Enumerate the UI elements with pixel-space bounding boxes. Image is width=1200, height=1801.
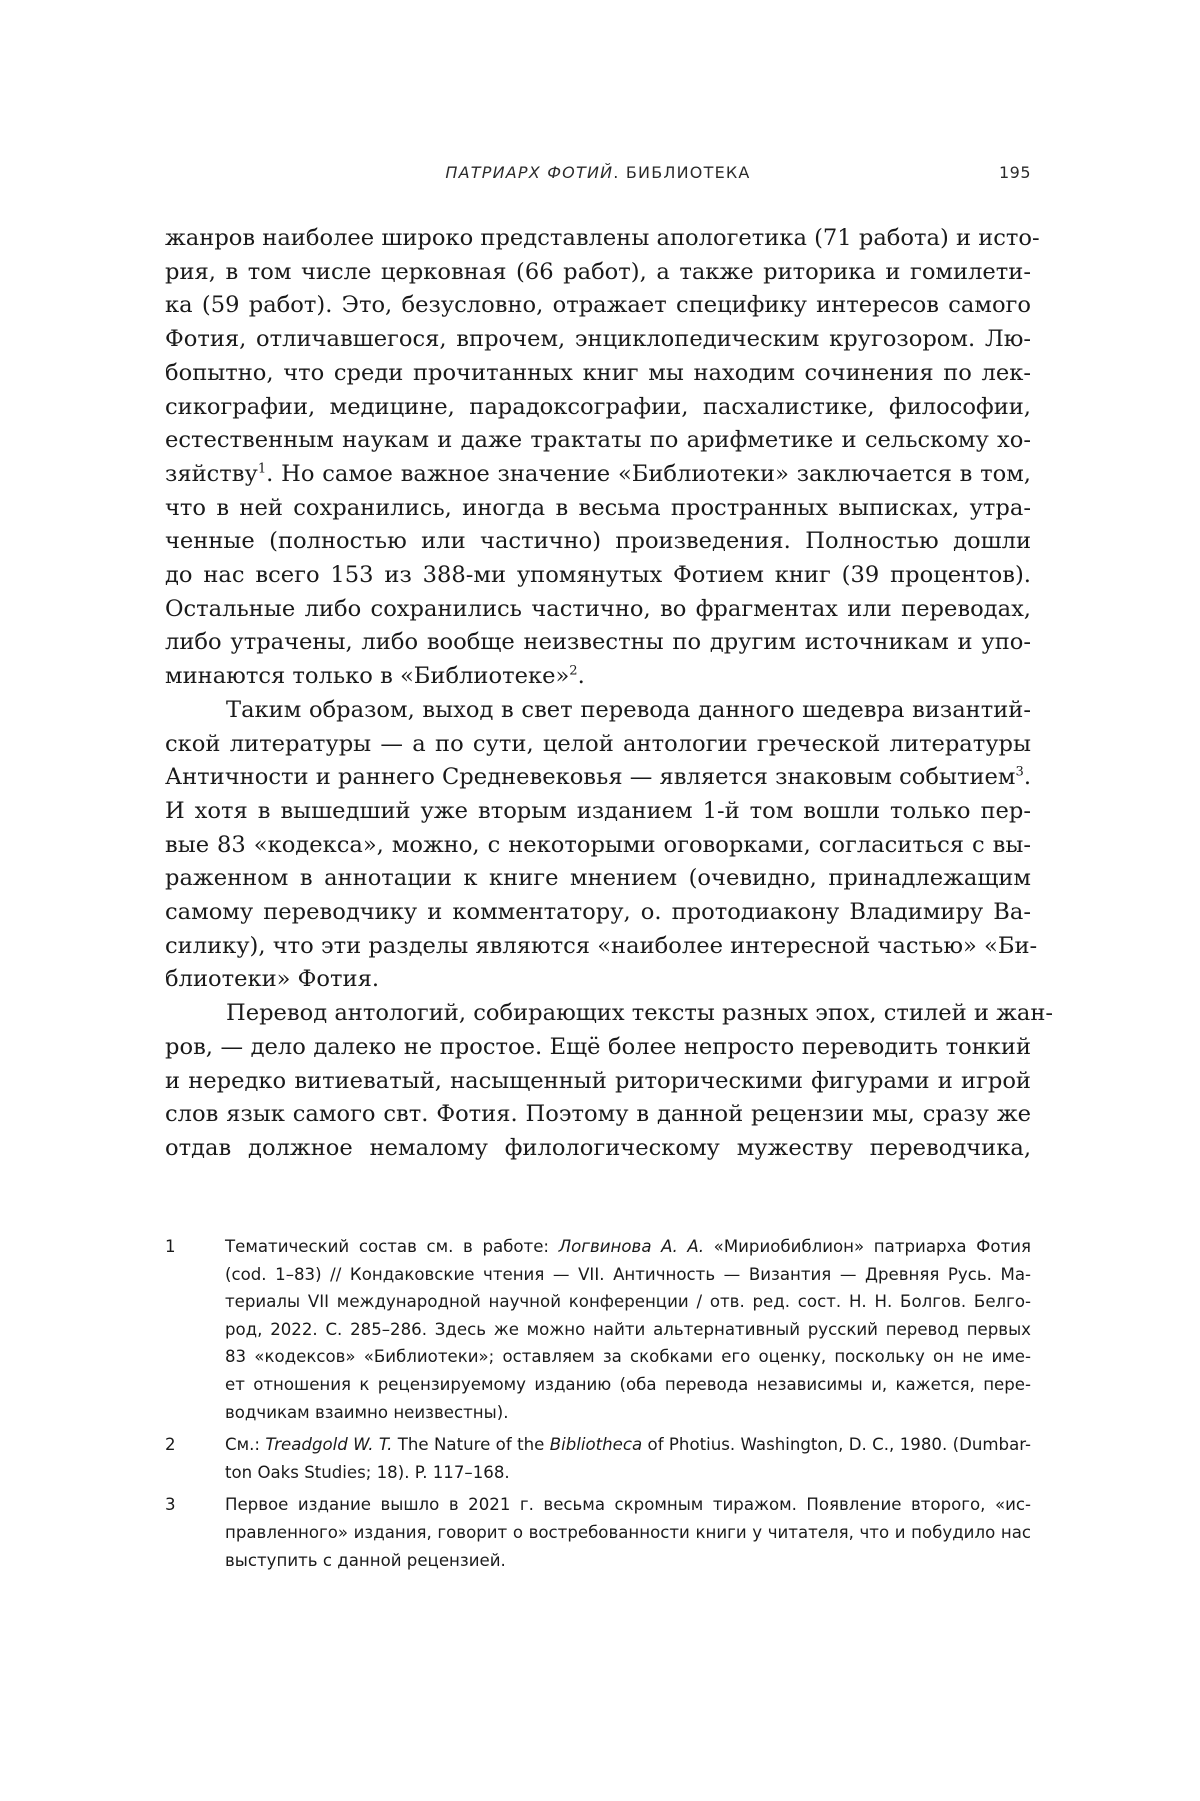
footnote-line: правленного» издания, говорит о востребованности книги у читателя, что и побудило нас xyxy=(225,1522,1031,1542)
text-line xyxy=(165,458,1031,492)
footnote-line: Первое издание вышло в 2021 г. весьма скромным тиражом. Появление второго, «ис- xyxy=(225,1495,1031,1515)
footnote-author: Логвинова А. А. xyxy=(558,1237,705,1256)
text-line: силику), что эти разделы являются «наиболее интересной частью» «Би- xyxy=(165,932,1038,959)
footnote-line xyxy=(225,1233,1031,1261)
footnote-title: Bibliotheca xyxy=(549,1435,643,1455)
text-line: Фотия, отличавшегося, впрочем, энциклопедическим кругозором. Лю- xyxy=(165,326,1031,353)
running-title-separator: . xyxy=(613,163,626,182)
running-title-work: БИБЛИОТЕКА xyxy=(625,163,751,182)
text-line xyxy=(165,761,1031,795)
text-line: слов язык самого свт. Фотия. Поэтому в данной рецензии мы, сразу же xyxy=(165,1101,1031,1128)
text-line: Перевод антологий, собирающих тексты разных эпох, стилей и жан- xyxy=(226,1000,1054,1027)
footnote-line: ет отношения к рецензируемому изданию (оба перевода независимы и, кажется, пере- xyxy=(225,1374,1031,1394)
footnote-line: ton Oaks Studies; 18). P. 117–168. xyxy=(225,1462,510,1482)
footnote-line: водчикам взаимно неизвестны). xyxy=(225,1402,509,1422)
running-title xyxy=(165,163,1031,182)
text-line: сикографии, медицине, парадоксографии, пасхалистике, философии, xyxy=(165,393,1031,420)
text-segment: зяйству xyxy=(165,460,258,487)
text-line: бопытно, что среди прочитанных книг мы находим сочинения по лек- xyxy=(165,359,1031,386)
footnote-line: (cod. 1–83) // Кондаковские чтения — VII. Античность — Византия — Древняя Русь. Ма- xyxy=(225,1264,1031,1284)
footnote-line: выступить с данной рецензией. xyxy=(225,1550,506,1570)
text-segment: «Мириобиблион» патриарха Фотия xyxy=(704,1237,1032,1256)
footnote-3 xyxy=(165,1491,1031,1574)
text-line: ка (59 работ). Это, безусловно, отражает специфику интересов самого xyxy=(165,292,1031,319)
footnote-line: 83 «кодексов» «Библиотеки»; оставляем за скобками его оценку, поскольку он не име- xyxy=(225,1347,1031,1367)
footnote-ref-3[interactable]: 3 xyxy=(1015,764,1024,780)
text-line xyxy=(165,660,1031,694)
text-segment: Античности и раннего Средневековья — является знаковым событием xyxy=(165,764,1016,791)
text-segment: of Photius. Washington, D. C., 1980. (Dumbar- xyxy=(642,1435,1032,1455)
footnote-ref-2[interactable]: 2 xyxy=(569,663,578,679)
footnote-line: род, 2022. С. 285–286. Здесь же можно найти альтернативный русский перевод первых xyxy=(225,1319,1031,1339)
footnote-2 xyxy=(165,1431,1031,1486)
footnote-number: 1 xyxy=(165,1237,176,1256)
text-line: ров, — дело далеко не простое. Ещё более непросто переводить тонкий xyxy=(165,1033,1031,1060)
main-text xyxy=(165,222,1054,1166)
text-segment: The Nature of the xyxy=(392,1435,550,1455)
text-line: отдав должное немалому филологическому мужеству переводчика, xyxy=(165,1134,1031,1161)
text-line: блиотеки» Фотия. xyxy=(165,966,380,993)
text-line: вые 83 «кодекса», можно, с некоторыми оговорками, согласиться с вы- xyxy=(165,831,1031,858)
text-line: И хотя в вышедший уже вторым изданием 1-й том вошли только пер- xyxy=(165,797,1031,824)
footnote-line xyxy=(225,1431,1031,1459)
text-segment: минаются только в «Библиотеке» xyxy=(165,663,570,690)
footnote-author: Treadgold W. T. xyxy=(265,1435,393,1455)
paragraph-3 xyxy=(165,997,1054,1166)
text-line: что в ней сохранились, иногда в весьма пространных выписках, утра- xyxy=(165,494,1031,521)
footnote-ref-1[interactable]: 1 xyxy=(257,461,267,477)
text-line: и нередко витиеватый, насыщенный риторическими фигурами и игрой xyxy=(165,1067,1031,1094)
text-segment: . xyxy=(1023,764,1031,791)
text-line: раженном в аннотации к книге мнением (очевидно, принадлежащим xyxy=(165,865,1031,892)
page-number: 195 xyxy=(998,163,1031,182)
text-segment: . xyxy=(577,663,585,690)
footnote-number: 2 xyxy=(165,1435,176,1455)
paragraph-2 xyxy=(165,694,1038,997)
running-title-author: ПАТРИАРХ ФОТИЙ xyxy=(445,163,614,182)
text-line: жанров наиболее широко представлены апологетика (71 работа) и исто- xyxy=(165,225,1040,251)
text-line: рия, в том числе церковная (66 работ), а также риторика и гомилети- xyxy=(165,258,1031,285)
text-line: ченные (полностью или частично) произведения. Полностью дошли xyxy=(165,528,1031,555)
paragraph-1 xyxy=(165,222,1040,694)
footnotes xyxy=(165,1233,1031,1579)
text-segment: . Но самое важное значение «Библиотеки» заключается в том, xyxy=(266,460,1031,487)
text-line: либо утрачены, либо вообще неизвестны по другим источникам и упо- xyxy=(165,629,1031,656)
text-segment: Тематический состав см. в работе: xyxy=(225,1237,559,1256)
footnote-1 xyxy=(165,1233,1031,1426)
text-line: естественным наукам и даже трактаты по арифметике и сельскому хо- xyxy=(165,427,1031,454)
footnote-number: 3 xyxy=(165,1495,176,1515)
footnote-line: териалы VII международной научной конференции / отв. ред. сост. Н. Н. Болгов. Белго- xyxy=(225,1292,1031,1312)
text-segment: См.: xyxy=(225,1435,266,1455)
text-line: самому переводчику и комментатору, о. протодиакону Владимиру Ва- xyxy=(165,899,1031,926)
text-line: Остальные либо сохранились частично, во фрагментах или переводах, xyxy=(165,595,1031,622)
text-line: ской литературы — а по сути, целой антологии греческой литературы xyxy=(165,730,1031,757)
text-line: до нас всего 153 из 388-ми упомянутых Фотием книг (39 процентов). xyxy=(165,562,1031,589)
text-line: Таким образом, выход в свет перевода данного шедевра византий- xyxy=(226,696,1031,723)
